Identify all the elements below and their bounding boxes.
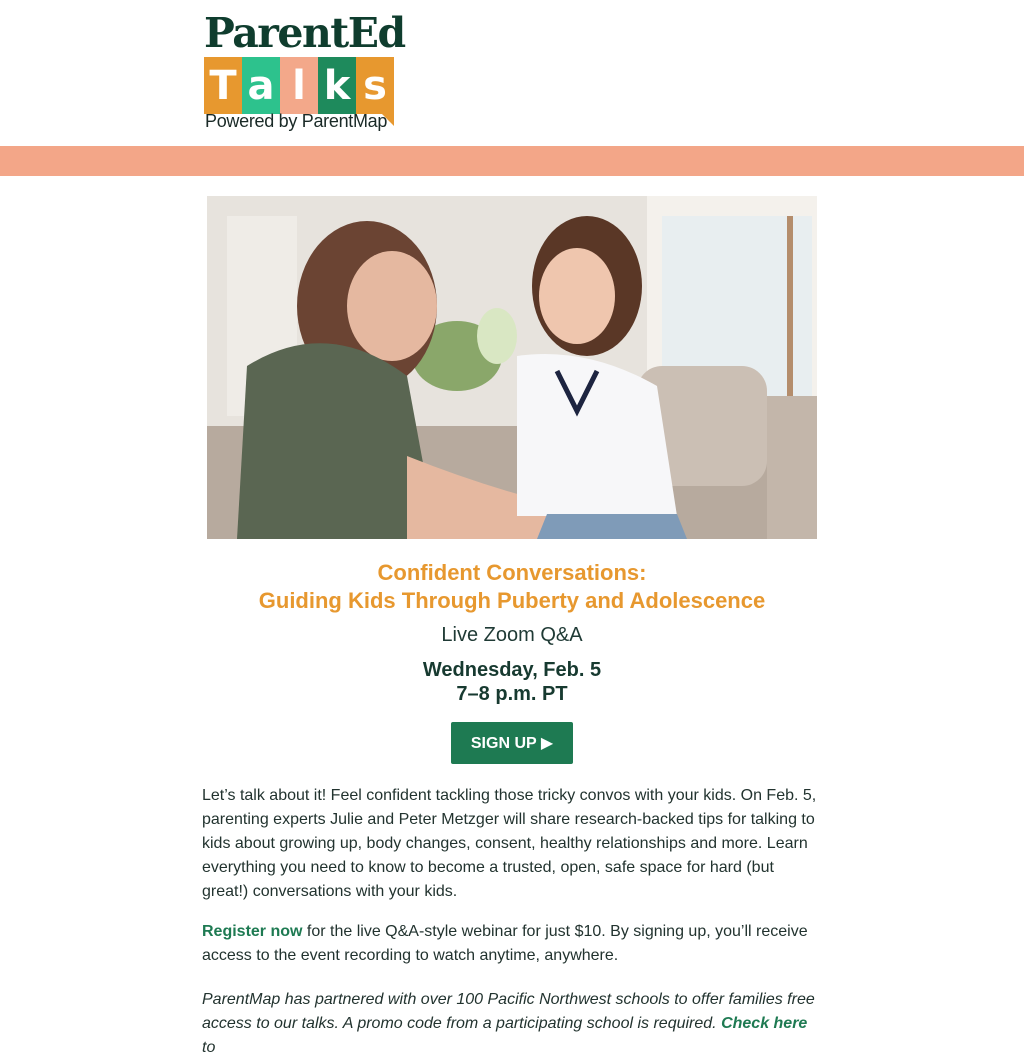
event-title-line1: Confident Conversations: (377, 560, 647, 585)
logo-tiles (204, 57, 394, 117)
sign-up-button[interactable]: SIGN UP ▶ (451, 722, 573, 764)
logo-tile: s (356, 57, 394, 114)
event-date: Wednesday, Feb. 5 (422, 659, 602, 681)
event-title-line2: Guiding Kids Through Puberty and Adolescence (258, 588, 766, 613)
logo-tile: T (204, 57, 242, 114)
event-time: 7–8 p.m. PT (456, 683, 568, 705)
school-partner-text: ParentMap has partnered with over 100 Pacific Northwest schools to offer families free access to our talks. A promo code from a participating school is required. (202, 991, 815, 1032)
register-text: for the live Q&A-style webinar for just $10. By signing up, you’ll receive access to the event recording to watch anytime, anywhere. (202, 923, 808, 964)
register-now-link[interactable]: Register now (202, 923, 303, 940)
register-paragraph (202, 920, 824, 968)
logo-tile: l (280, 57, 318, 114)
logo-powered-by: Powered by ParentMap (205, 111, 388, 131)
parented-talks-logo[interactable] (204, 9, 405, 136)
logo-tile: a (242, 57, 280, 114)
event-format: Live Zoom Q&A (441, 624, 583, 646)
check-here-link[interactable]: Check here (721, 1015, 808, 1032)
logo-title: ParentEd (204, 9, 405, 57)
hero-illustration (207, 196, 817, 539)
school-partner-paragraph (202, 988, 824, 1060)
logo-tile: k (318, 57, 356, 114)
header-color-band (0, 146, 1024, 176)
hero-image (207, 196, 817, 539)
description-paragraph: Let’s talk about it! Feel confident tackling those tricky convos with your kids. On Feb. 5, parenting experts Julie and Peter Metzger will share research-backed tips for talking to kids about growing up, body changes, consent, healthy relationships and more. Learn everything you need to know to become a trusted, open, safe space for hard (but great!) conversations with your kids. (202, 787, 817, 900)
school-partner-text-end: to (202, 1039, 216, 1056)
